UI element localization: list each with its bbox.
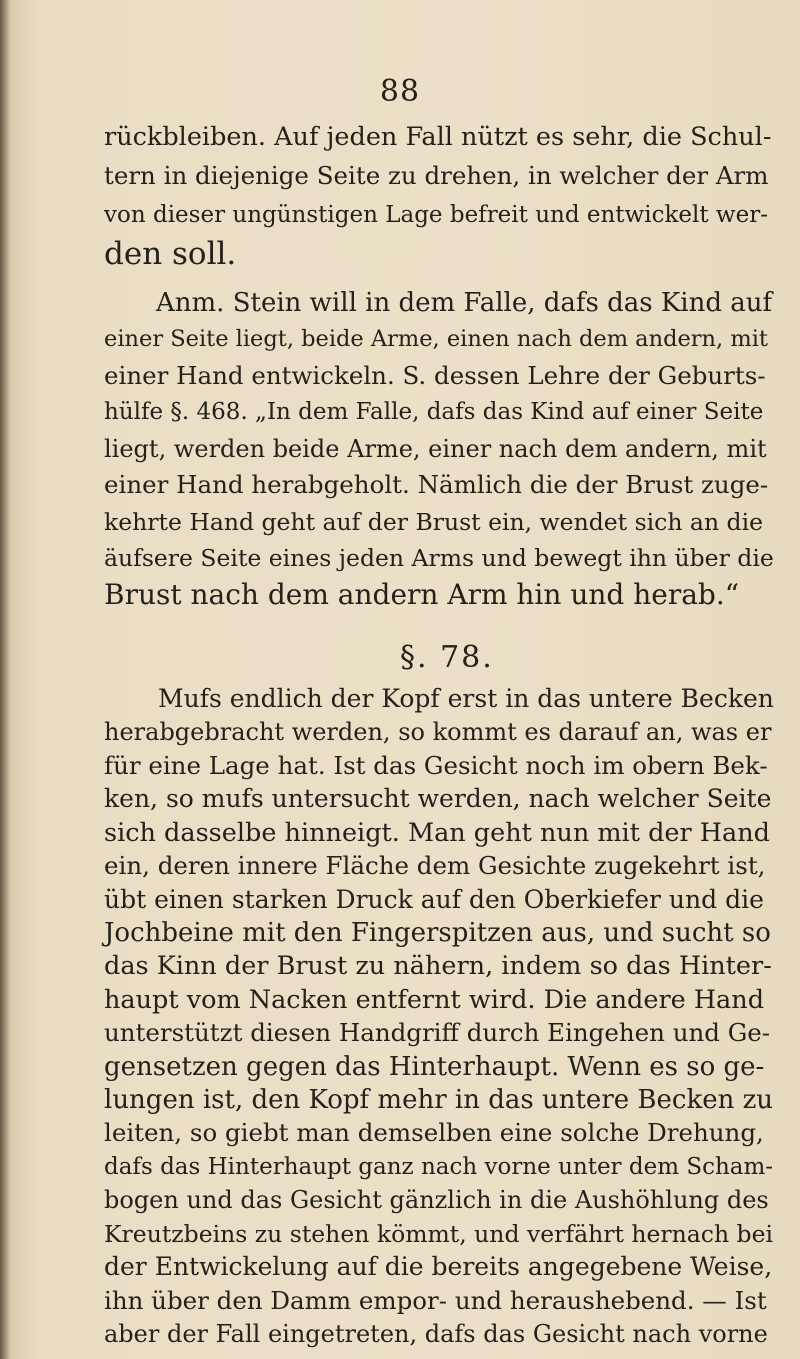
section-line: ken, so mufs untersucht werden, nach welcher Seite xyxy=(104,784,772,813)
section-line: dafs das Hinterhaupt ganz nach vorne unter dem Scham- xyxy=(104,1154,774,1180)
note-line: Anm. Stein will in dem Falle, dafs das Kind auf xyxy=(156,288,773,318)
section-line: unterstützt diesen Handgriff durch Eingehen und Ge- xyxy=(104,1018,771,1047)
page-gutter-shadow xyxy=(0,0,10,1359)
note-line: äufsere Seite eines jeden Arms und bewegt ihn über die xyxy=(104,544,774,572)
section-line: der Entwickelung auf die bereits angegebene Weise, xyxy=(104,1252,773,1281)
section-line: aber der Fall eingetreten, dafs das Gesicht nach vorne xyxy=(104,1320,768,1348)
section-line: bogen und das Gesicht gänzlich in die Aushöhlung des xyxy=(104,1186,769,1214)
note-line: einer Hand entwickeln. S. dessen Lehre der Geburts- xyxy=(104,361,766,390)
section-line: lungen ist, den Kopf mehr in das untere Becken zu xyxy=(104,1085,774,1115)
section-line: herabgebracht werden, so kommt es darauf an, was er xyxy=(104,718,772,746)
section-line: gensetzen gegen das Hinterhaupt. Wenn es so ge- xyxy=(104,1052,765,1082)
paragraph-line: den soll. xyxy=(104,236,237,272)
note-line: kehrte Hand geht auf der Brust ein, wendet sich an die xyxy=(104,508,764,536)
section-heading: §. 78. xyxy=(400,640,494,675)
note-line: einer Hand herabgeholt. Nämlich die der Brust zuge- xyxy=(104,470,769,499)
note-line: liegt, werden beide Arme, einer nach dem andern, mit xyxy=(104,435,767,463)
section-line: haupt vom Nacken entfernt wird. Die andere Hand xyxy=(104,985,765,1015)
section-line: leiten, so giebt man demselben eine solche Drehung, xyxy=(104,1118,764,1147)
page-number: 88 xyxy=(379,74,421,109)
section-line: sich dasselbe hinneigt. Man geht nun mit der Hand xyxy=(104,818,770,848)
note-line: einer Seite liegt, beide Arme, einen nach dem andern, mit xyxy=(104,326,768,352)
section-line: Mufs endlich der Kopf erst in das untere Becken xyxy=(158,684,774,713)
paragraph-line: rückbleiben. Auf jeden Fall nützt es sehr, die Schul- xyxy=(104,122,772,152)
section-line: Kreutzbeins zu stehen kömmt, und verfährt hernach bei xyxy=(104,1220,774,1248)
section-line: ihn über den Damm empor- und heraushebend. — Ist xyxy=(104,1286,767,1315)
note-line: hülfe §. 468. „In dem Falle, dafs das Kind auf einer Seite xyxy=(104,399,764,425)
section-line: Jochbeine mit den Fingerspitzen aus, und sucht so xyxy=(104,918,771,948)
section-line: das Kinn der Brust zu nähern, indem so das Hinter- xyxy=(104,951,772,981)
paragraph-line: von dieser ungünstigen Lage befreit und entwickelt wer- xyxy=(104,202,768,228)
section-line: übt einen starken Druck auf den Oberkiefer und die xyxy=(104,885,764,914)
section-line: ein, deren innere Fläche dem Gesichte zugekehrt ist, xyxy=(104,851,766,880)
section-line: für eine Lage hat. Ist das Gesicht noch im obern Bek- xyxy=(104,751,768,780)
note-line: Brust nach dem andern Arm hin und herab.“ xyxy=(104,578,740,611)
paragraph-line: tern in diejenige Seite zu drehen, in welcher der Arm xyxy=(104,161,769,190)
